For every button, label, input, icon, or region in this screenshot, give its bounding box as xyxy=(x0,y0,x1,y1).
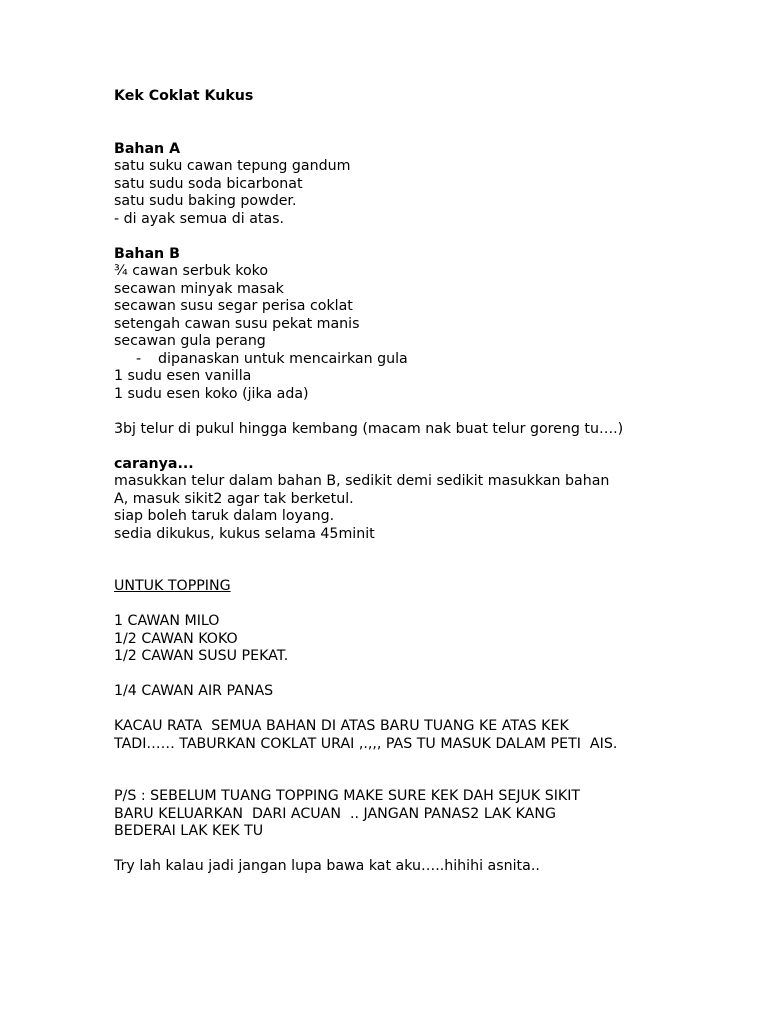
closing-line: Try lah kalau jadi jangan lupa bawa kat aku…..hihihi asnita.. xyxy=(114,858,540,874)
topping-line: 1/2 CAWAN KOKO xyxy=(114,630,238,647)
caranya-line: siap boleh taruk dalam loyang. xyxy=(114,508,335,524)
spacer xyxy=(114,228,734,246)
telur-line: 3bj telur di pukul hingga kembang (macam nak buat telur goreng tu….) xyxy=(114,420,624,437)
bahan-a-line: - di ayak semua di atas. xyxy=(114,210,285,227)
bahan-b-heading: Bahan B xyxy=(114,245,180,262)
bahan-b-line: 1 sudu esen vanilla xyxy=(114,368,252,384)
spacer xyxy=(114,438,734,456)
caranya-line: A, masuk sikit2 agar tak berketul. xyxy=(114,490,354,507)
document-page xyxy=(114,88,734,876)
bahan-a-section xyxy=(114,141,734,229)
spacer xyxy=(114,753,734,771)
topping-section xyxy=(114,578,734,753)
spacer xyxy=(114,771,734,789)
ps-line: P/S : SEBELUM TUANG TOPPING MAKE SURE KEK DAH SEJUK SIKIT xyxy=(114,788,581,804)
bahan-b-line: secawan minyak masak xyxy=(114,280,284,297)
topping-air-line: 1/4 CAWAN AIR PANAS xyxy=(114,683,274,699)
bahan-b-line: 1 sudu esen koko (jika ada) xyxy=(114,385,309,402)
topping-heading: UNTUK TOPPING xyxy=(114,578,231,594)
bahan-b-section xyxy=(114,246,734,404)
ps-section xyxy=(114,788,734,841)
topping-kacau-line: TADI…… TABURKAN COKLAT URAI ,.,,, PAS TU MASUK DALAM PETI AIS. xyxy=(114,735,618,752)
bahan-b-bullet xyxy=(114,351,734,369)
caranya-line: masukkan telur dalam bahan B, sedikit demi sedikit masukkan bahan xyxy=(114,473,610,489)
caranya-line: sedia dikukus, kukus selama 45minit xyxy=(114,525,375,542)
spacer xyxy=(114,403,734,421)
spacer xyxy=(114,543,734,561)
bahan-b-line: ¾ cawan serbuk koko xyxy=(114,263,269,279)
ps-line: BARU KELUARKAN DARI ACUAN .. JANGAN PANAS2 LAK KANG xyxy=(114,805,556,822)
ps-line: BEDERAI LAK KEK TU xyxy=(114,823,264,839)
spacer xyxy=(114,701,734,719)
spacer xyxy=(114,666,734,684)
topping-line: 1/2 CAWAN SUSU PEKAT. xyxy=(114,648,289,664)
topping-kacau-line: KACAU RATA SEMUA BAHAN DI ATAS BARU TUANG KE ATAS KEK xyxy=(114,718,569,734)
bahan-a-heading: Bahan A xyxy=(114,140,181,157)
bahan-b-line: secawan gula perang xyxy=(114,333,266,349)
document-title: Kek Coklat Kukus xyxy=(114,88,254,104)
caranya-section xyxy=(114,456,734,544)
bahan-a-line: satu suku cawan tepung gandum xyxy=(114,158,351,174)
bahan-a-line: satu sudu baking powder. xyxy=(114,193,297,209)
topping-line: 1 CAWAN MILO xyxy=(114,613,220,629)
bahan-a-line: satu sudu soda bicarbonat xyxy=(114,175,303,192)
spacer xyxy=(114,841,734,859)
bahan-b-line: secawan susu segar perisa coklat xyxy=(114,298,353,314)
bullet-dash: - xyxy=(136,350,142,367)
spacer xyxy=(114,561,734,579)
bullet-text: dipanaskan untuk mencairkan gula xyxy=(158,350,408,367)
bahan-b-line: setengah cawan susu pekat manis xyxy=(114,315,360,332)
caranya-heading: caranya... xyxy=(114,455,194,472)
spacer xyxy=(114,596,734,614)
